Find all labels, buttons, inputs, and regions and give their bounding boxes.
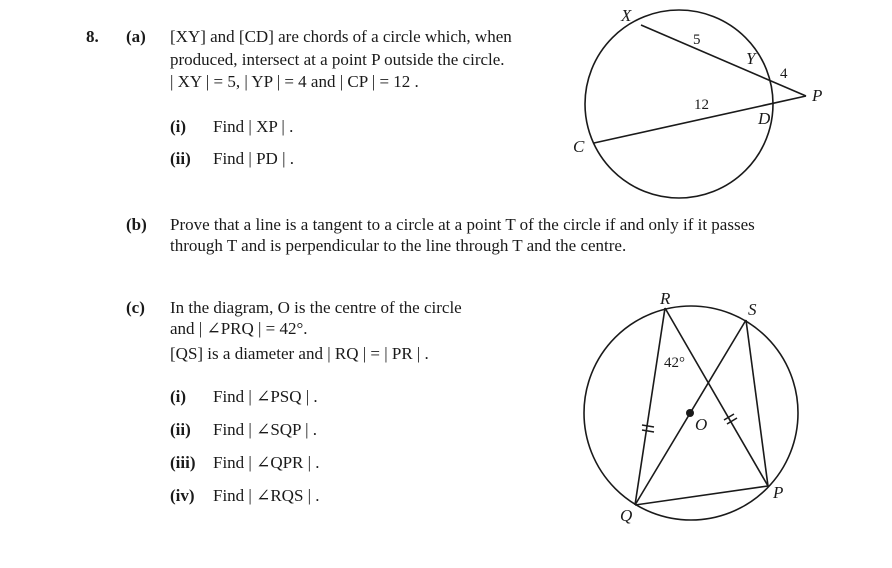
point-p2-label: P [773,483,784,502]
point-q-label: Q [620,506,633,525]
chord-sp [746,320,768,486]
question-number: 8. [86,27,99,46]
chord-rp [665,308,768,486]
part-c-text-line3: [QS] is a diameter and | RQ | = | PR | . [170,344,429,363]
part-b-text-line1: Prove that a line is a tangent to a circle at a point T of the circle if and only if it passes [170,215,755,234]
point-r-label: R [660,289,671,308]
part-c-iii-label: (iii) [170,453,196,472]
part-c-iv-text: Find | ∠RQS | . [213,486,320,505]
point-y-label: Y [746,49,756,68]
point-p-label: P [812,86,823,105]
part-c-text-line1: In the diagram, O is the centre of the circle [170,298,462,317]
part-a-ii-label: (ii) [170,149,191,168]
part-b-text-line2: through T and is perpendicular to the line through T and the centre. [170,236,627,255]
diagram-a-circle [585,10,773,198]
length-cp-label: 12 [694,97,709,113]
point-x-label: X [621,6,632,25]
part-c-iv-label: (iv) [170,486,195,505]
part-c-ii-text: Find | ∠SQP | . [213,420,318,439]
point-d-label: D [758,109,771,128]
part-a-i-label: (i) [170,117,187,136]
part-c-label: (c) [126,298,145,317]
part-a-text-line3: | XY | = 5, | YP | = 4 and | CP | = 12 . [170,72,419,91]
chord-rq [635,308,665,505]
angle-prq-label: 42° [664,355,685,371]
length-yp-label: 4 [780,66,788,82]
tick-rq-2 [642,430,654,432]
part-c-ii-label: (ii) [170,420,191,439]
part-a-i-text: Find | XP | . [213,117,294,136]
chord-qp [635,486,768,505]
secant-xp [641,25,806,96]
part-c-i-text: Find | ∠PSQ | . [213,387,318,406]
part-a-ii-text: Find | PD | . [213,149,294,168]
part-c-text-line2: and | ∠PRQ | = 42°. [170,319,308,338]
part-c-i-label: (i) [170,387,187,406]
part-c-iii-text: Find | ∠QPR | . [213,453,320,472]
centre-dot [686,409,694,417]
part-a-text-line1: [XY] and [CD] are chords of a circle which, when [170,27,512,46]
point-o-label: O [695,415,708,434]
tick-rq-1 [642,425,654,427]
length-xy-label: 5 [693,32,701,48]
part-b-label: (b) [126,215,147,234]
point-c-label: C [573,137,585,156]
part-a-label: (a) [126,27,146,46]
point-s-label: S [748,300,757,319]
part-a-text-line2: produced, intersect at a point P outside the circle. [170,50,505,69]
